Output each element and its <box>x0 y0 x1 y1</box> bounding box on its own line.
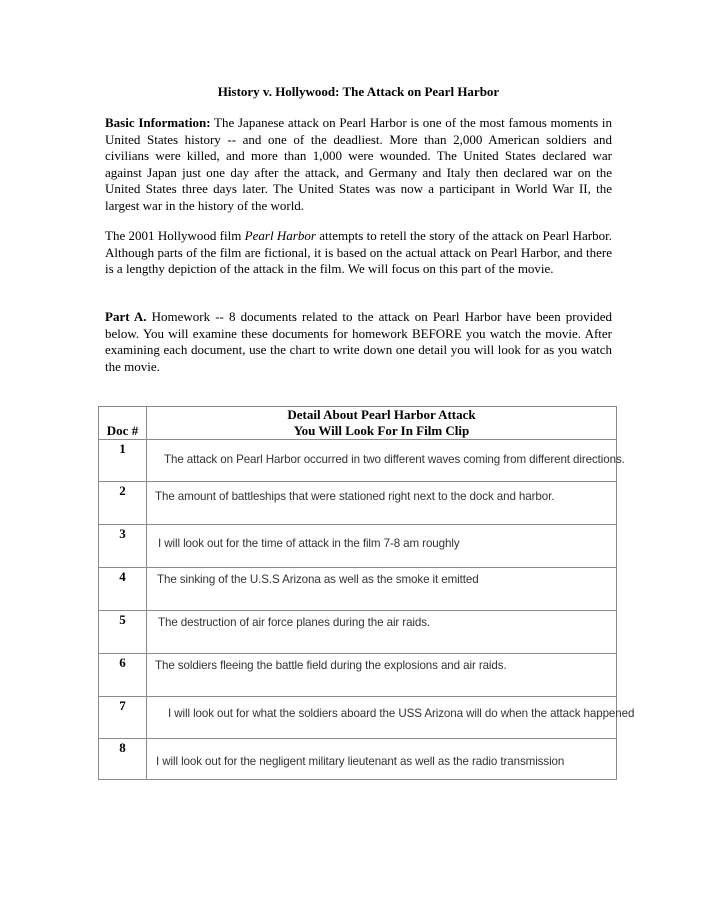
detail-answer: The soldiers fleeing the battle field during the explosions and air raids. <box>155 659 507 672</box>
basic-information-label: Basic Information: <box>105 115 211 130</box>
detail-answer: The attack on Pearl Harbor occurred in two different waves coming from different directions. <box>164 453 625 466</box>
detail-header-line-2: You Will Look For In Film Clip <box>293 423 470 438</box>
doc-number-header: Doc # <box>99 407 147 440</box>
basic-information-text: The Japanese attack on Pearl Harbor is one of the most famous moments in United States history -- and one of the deadliest. More than 2,000 American soldiers and civilians were killed, and more than 1,000 were wounded. The United States declared war against Japan just one day after the attack, and Germany and Italy then declared war on the United States three days later. The United States was now a participant in World War II, the largest war in the history of the world. <box>105 115 612 213</box>
detail-answer: The destruction of air force planes during the air raids. <box>158 616 431 629</box>
table-row <box>99 482 617 525</box>
detail-cell[interactable] <box>147 697 635 739</box>
detail-cell[interactable] <box>147 440 625 482</box>
doc-number: 6 <box>99 654 147 697</box>
table-row <box>99 568 617 611</box>
table-row <box>99 739 617 780</box>
film-paragraph-intro: The 2001 Hollywood film <box>105 228 245 243</box>
detail-cell[interactable] <box>147 654 617 697</box>
table-header-row <box>99 407 617 440</box>
detail-answer: The sinking of the U.S.S Arizona as well as the smoke it emitted <box>157 573 479 586</box>
page-title: History v. Hollywood: The Attack on Pearl Harbor <box>217 84 500 99</box>
doc-number: 5 <box>99 611 147 654</box>
table-row <box>99 697 617 739</box>
table-row <box>99 611 617 654</box>
detail-cell[interactable] <box>147 611 617 654</box>
detail-answer: I will look out for the time of attack in the film 7-8 am roughly <box>158 537 460 550</box>
detail-cell[interactable] <box>147 568 617 611</box>
film-paragraph-text: attempts to retell the story of the attack on Pearl Harbor. Although parts of the film are fictional, it is based on the actual attack on Pearl Harbor, and there is a lengthy depiction of the attack in the film. We will focus on this part of the movie. <box>105 228 612 277</box>
detail-answer: I will look out for what the soldiers aboard the USS Arizona will do when the attack happened <box>168 707 635 720</box>
doc-number: 3 <box>99 525 147 568</box>
detail-header <box>147 407 617 440</box>
table-row <box>99 525 617 568</box>
documents-table <box>98 406 635 780</box>
table-row <box>99 654 617 697</box>
part-a-label: Part A. <box>105 309 147 324</box>
doc-number: 7 <box>99 697 147 739</box>
film-title: Pearl Harbor <box>244 228 316 243</box>
detail-answer: The amount of battleships that were stationed right next to the dock and harbor. <box>155 490 555 503</box>
detail-cell[interactable] <box>147 739 617 780</box>
detail-cell[interactable] <box>147 482 617 525</box>
part-a-text: Homework -- 8 documents related to the attack on Pearl Harbor have been provided below. You will examine these documents for homework BEFORE you watch the movie. After examining each document, use the chart to write down one detail you will look for as you watch the movie. <box>105 309 612 374</box>
doc-number: 4 <box>99 568 147 611</box>
doc-number: 8 <box>99 739 147 780</box>
doc-number: 2 <box>99 482 147 525</box>
part-a-paragraph <box>105 309 612 375</box>
doc-number: 1 <box>99 440 147 482</box>
detail-answer: I will look out for the negligent military lieutenant as well as the radio transmission <box>156 755 565 768</box>
film-paragraph <box>105 228 612 278</box>
detail-cell[interactable] <box>147 525 617 568</box>
detail-header-line-1: Detail About Pearl Harbor Attack <box>287 407 476 422</box>
table-row <box>99 440 617 482</box>
basic-information-paragraph <box>105 115 612 215</box>
